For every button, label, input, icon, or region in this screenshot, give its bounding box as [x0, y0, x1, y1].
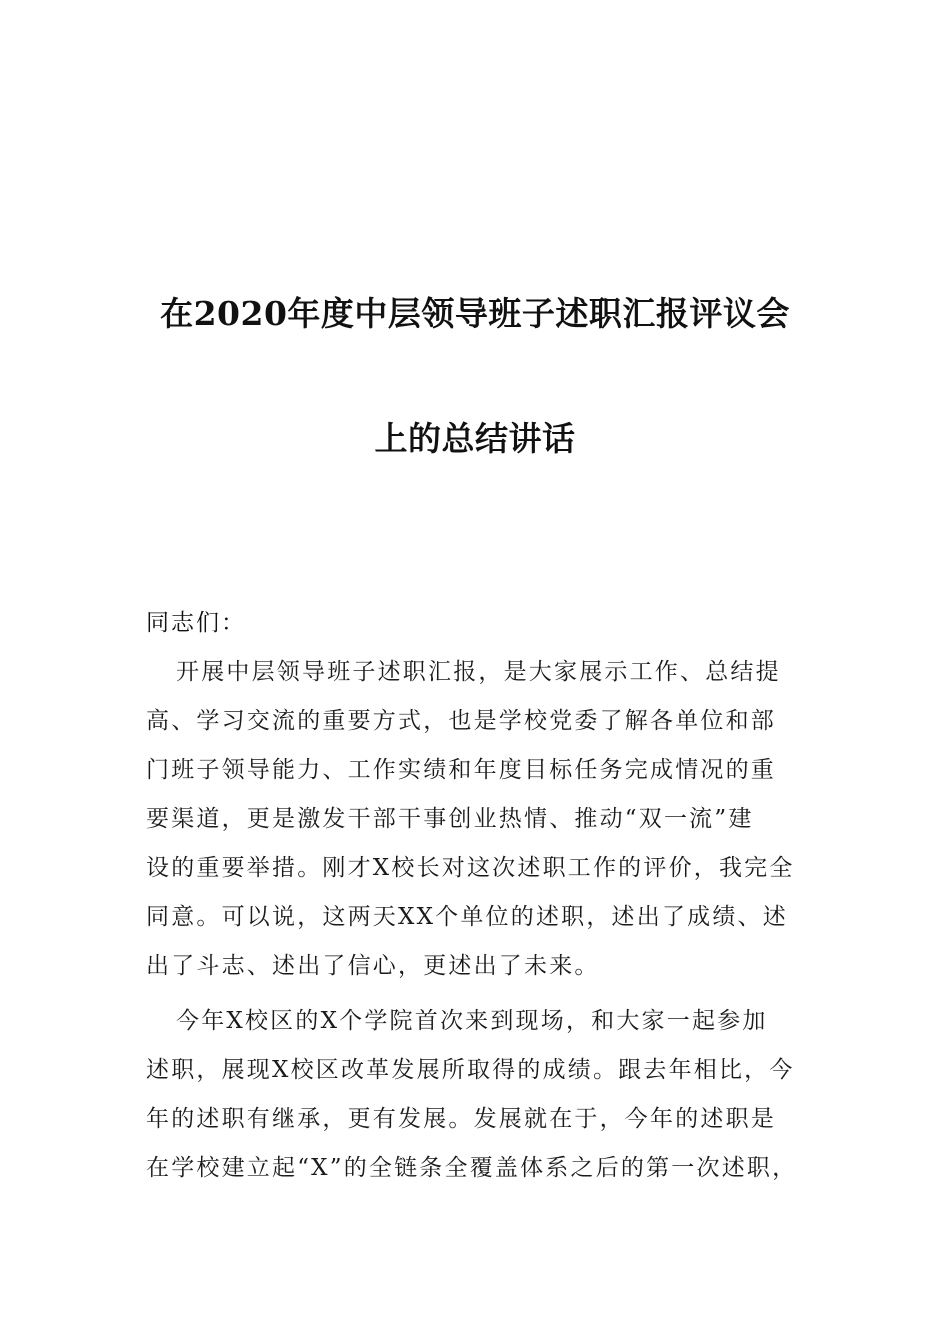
paragraph-1-line-7: 出了斗志、述出了信心，更述出了未来。 [146, 953, 600, 979]
paragraph-1-line-1: 开展中层领导班子述职汇报，是大家展示工作、总结提 [176, 659, 781, 685]
paragraph-1-line-5: 设的重要举措。刚才X校长对这次述职工作的评价，我完全 [146, 855, 795, 881]
paragraph-1-line-2: 高、学习交流的重要方式，也是学校党委了解各单位和部 [146, 708, 776, 734]
document-title-line-1: 在2020年度中层领导班子述职汇报评议会 [160, 294, 790, 333]
paragraph-1-line-4: 要渠道，更是激发干部干事创业热情、推动“双一流”建 [146, 806, 754, 832]
paragraph-2-line-4: 在学校建立起“X”的全链条全覆盖体系之后的第一次述职， [146, 1155, 798, 1181]
paragraph-2-line-3: 年的述职有继承，更有发展。发展就在于，今年的述职是 [146, 1106, 776, 1132]
salutation: 同志们： [146, 610, 246, 636]
document-title-line-2: 上的总结讲话 [374, 419, 576, 458]
paragraph-1-line-3: 门班子领导能力、工作实绩和年度目标任务完成情况的重 [146, 757, 776, 783]
paragraph-2-line-2: 述职，展现X校区改革发展所取得的成绩。跟去年相比，今 [146, 1057, 795, 1083]
paragraph-1-line-6: 同意。可以说，这两天XX个单位的述职，述出了成绩、述 [146, 904, 788, 930]
paragraph-2-line-1: 今年X校区的X个学院首次来到现场，和大家一起参加 [176, 1008, 768, 1034]
